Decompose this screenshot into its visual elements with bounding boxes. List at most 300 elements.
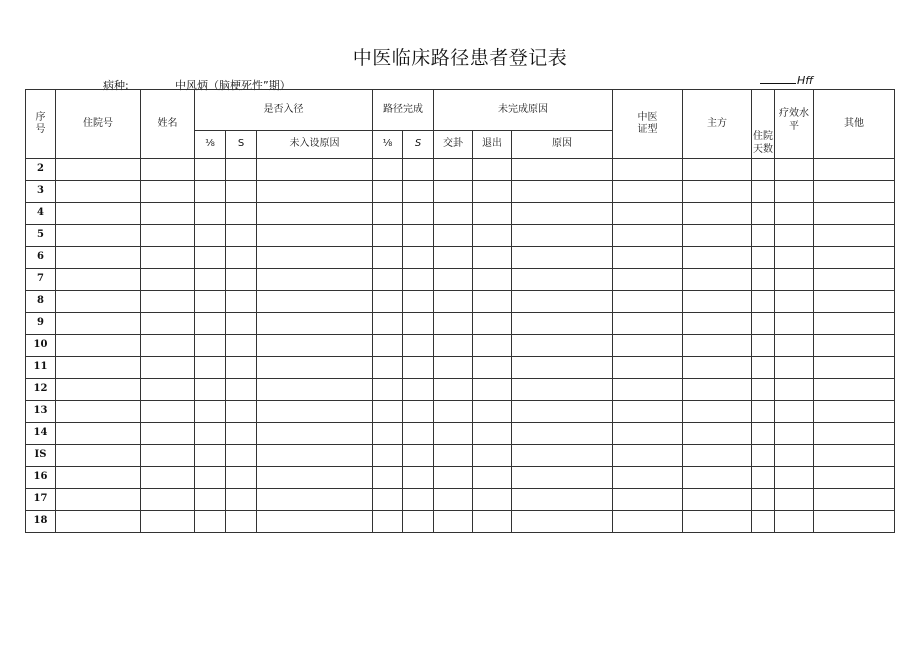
table-cell[interactable] — [226, 357, 257, 379]
table-cell[interactable] — [141, 269, 195, 291]
table-cell[interactable] — [195, 511, 226, 533]
table-row — [26, 357, 895, 379]
table-cell[interactable] — [775, 335, 814, 357]
table-cell[interactable] — [775, 489, 814, 511]
table-cell[interactable] — [226, 291, 257, 313]
table-cell[interactable] — [814, 203, 895, 225]
table-cell[interactable] — [141, 313, 195, 335]
header-admission-no: 住院号 — [56, 90, 141, 159]
table-cell[interactable] — [226, 159, 257, 181]
table-cell[interactable] — [56, 467, 141, 489]
table-cell[interactable] — [56, 445, 141, 467]
table-cell[interactable] — [775, 445, 814, 467]
row-number: 17 — [26, 489, 56, 511]
header-mutation: 交卦 — [434, 131, 473, 159]
table-cell[interactable] — [752, 247, 775, 269]
table-cell[interactable] — [195, 379, 226, 401]
table-cell[interactable] — [257, 445, 373, 467]
table-cell[interactable] — [814, 313, 895, 335]
table-cell[interactable] — [403, 269, 434, 291]
table-cell[interactable] — [403, 379, 434, 401]
table-cell[interactable] — [473, 423, 512, 445]
table-cell[interactable] — [473, 445, 512, 467]
row-number: IS — [26, 445, 56, 467]
table-cell[interactable] — [613, 203, 683, 225]
table-cell[interactable] — [814, 445, 895, 467]
table-cell[interactable] — [195, 489, 226, 511]
header-other: 其他 — [814, 90, 895, 159]
table-cell[interactable] — [683, 181, 752, 203]
table-cell[interactable] — [683, 291, 752, 313]
table-cell[interactable] — [257, 247, 373, 269]
table-cell[interactable] — [56, 511, 141, 533]
table-cell[interactable] — [473, 181, 512, 203]
table-cell[interactable] — [775, 291, 814, 313]
table-cell[interactable] — [141, 181, 195, 203]
table-cell[interactable] — [473, 313, 512, 335]
table-cell[interactable] — [752, 225, 775, 247]
table-cell[interactable] — [373, 511, 403, 533]
table-cell[interactable] — [775, 511, 814, 533]
table-cell[interactable] — [373, 225, 403, 247]
table-row — [26, 159, 895, 181]
row-number: 9 — [26, 313, 56, 335]
row-number: 12 — [26, 379, 56, 401]
table-cell[interactable] — [814, 247, 895, 269]
table-cell[interactable] — [434, 269, 473, 291]
table-cell[interactable] — [403, 335, 434, 357]
table-cell[interactable] — [473, 467, 512, 489]
table-cell[interactable] — [814, 159, 895, 181]
table-cell[interactable] — [512, 511, 613, 533]
table-cell[interactable] — [226, 313, 257, 335]
table-cell[interactable] — [512, 445, 613, 467]
table-cell[interactable] — [257, 291, 373, 313]
header-complete-yes: ⅛ — [373, 131, 403, 159]
table-cell[interactable] — [683, 159, 752, 181]
table-cell[interactable] — [613, 511, 683, 533]
table-row — [26, 291, 895, 313]
table-cell[interactable] — [434, 313, 473, 335]
table-row — [26, 181, 895, 203]
table-cell[interactable] — [814, 357, 895, 379]
table-cell[interactable] — [775, 379, 814, 401]
table-cell[interactable] — [512, 357, 613, 379]
table-cell[interactable] — [683, 379, 752, 401]
table-cell[interactable] — [752, 379, 775, 401]
table-cell[interactable] — [752, 159, 775, 181]
table-cell[interactable] — [257, 203, 373, 225]
table-cell[interactable] — [613, 423, 683, 445]
table-cell[interactable] — [373, 203, 403, 225]
table-cell[interactable] — [434, 423, 473, 445]
table-cell[interactable] — [257, 269, 373, 291]
table-cell[interactable] — [141, 357, 195, 379]
table-cell[interactable] — [613, 379, 683, 401]
table-cell[interactable] — [683, 357, 752, 379]
table-cell[interactable] — [683, 511, 752, 533]
header-main-formula: 主方 — [683, 90, 752, 159]
table-cell[interactable] — [403, 159, 434, 181]
table-cell[interactable] — [752, 445, 775, 467]
table-cell[interactable] — [752, 269, 775, 291]
table-cell[interactable] — [434, 489, 473, 511]
table-cell[interactable] — [814, 181, 895, 203]
table-cell[interactable] — [403, 203, 434, 225]
table-row — [26, 511, 895, 533]
table-cell[interactable] — [683, 423, 752, 445]
table-cell[interactable] — [613, 335, 683, 357]
table-cell[interactable] — [512, 291, 613, 313]
table-cell[interactable] — [473, 357, 512, 379]
table-cell[interactable] — [56, 357, 141, 379]
table-cell[interactable] — [403, 291, 434, 313]
table-cell[interactable] — [683, 225, 752, 247]
table-cell[interactable] — [257, 335, 373, 357]
table-cell[interactable] — [257, 225, 373, 247]
table-row — [26, 401, 895, 423]
table-cell[interactable] — [683, 247, 752, 269]
table-cell[interactable] — [403, 225, 434, 247]
table-cell[interactable] — [473, 489, 512, 511]
table-cell[interactable] — [257, 467, 373, 489]
table-cell[interactable] — [373, 335, 403, 357]
table-cell[interactable] — [403, 423, 434, 445]
header-enter-yes: ⅛ — [195, 131, 226, 159]
table-cell[interactable] — [613, 401, 683, 423]
table-cell[interactable] — [434, 291, 473, 313]
table-cell[interactable] — [512, 203, 613, 225]
table-cell[interactable] — [434, 335, 473, 357]
table-cell[interactable] — [473, 379, 512, 401]
table-cell[interactable] — [195, 291, 226, 313]
table-cell[interactable] — [512, 423, 613, 445]
registration-table — [25, 89, 895, 533]
table-cell[interactable] — [613, 291, 683, 313]
table-cell[interactable] — [775, 225, 814, 247]
table-cell[interactable] — [683, 335, 752, 357]
table-cell[interactable] — [403, 247, 434, 269]
table-cell[interactable] — [56, 423, 141, 445]
table-cell[interactable] — [226, 225, 257, 247]
table-cell[interactable] — [814, 379, 895, 401]
table-cell[interactable] — [403, 467, 434, 489]
table-cell[interactable] — [226, 379, 257, 401]
table-cell[interactable] — [613, 225, 683, 247]
table-cell[interactable] — [814, 291, 895, 313]
table-cell[interactable] — [373, 247, 403, 269]
table-cell[interactable] — [141, 401, 195, 423]
header-enter-path: 是否入径 — [195, 90, 373, 131]
table-cell[interactable] — [195, 269, 226, 291]
table-cell[interactable] — [752, 335, 775, 357]
table-cell[interactable] — [683, 269, 752, 291]
row-number: 4 — [26, 203, 56, 225]
table-cell[interactable] — [141, 291, 195, 313]
table-cell[interactable] — [373, 291, 403, 313]
table-cell[interactable] — [434, 467, 473, 489]
table-row — [26, 489, 895, 511]
table-cell[interactable] — [226, 269, 257, 291]
table-cell[interactable] — [373, 159, 403, 181]
table-cell[interactable] — [775, 467, 814, 489]
table-cell[interactable] — [226, 489, 257, 511]
table-cell[interactable] — [473, 247, 512, 269]
table-cell[interactable] — [473, 511, 512, 533]
table-cell[interactable] — [775, 357, 814, 379]
header-not-enter-reason: 未入设原因 — [257, 131, 373, 159]
table-cell[interactable] — [613, 159, 683, 181]
table-cell[interactable] — [141, 247, 195, 269]
table-cell[interactable] — [56, 159, 141, 181]
table-cell[interactable] — [195, 313, 226, 335]
table-cell[interactable] — [683, 489, 752, 511]
table-cell[interactable] — [434, 181, 473, 203]
table-cell[interactable] — [141, 511, 195, 533]
table-cell[interactable] — [373, 269, 403, 291]
table-cell[interactable] — [613, 357, 683, 379]
table-cell[interactable] — [195, 401, 226, 423]
table-cell[interactable] — [195, 423, 226, 445]
table-cell[interactable] — [141, 489, 195, 511]
table-cell[interactable] — [775, 247, 814, 269]
table-cell[interactable] — [226, 423, 257, 445]
table-cell[interactable] — [373, 313, 403, 335]
table-cell[interactable] — [814, 401, 895, 423]
corner-mark — [760, 74, 813, 87]
table-cell[interactable] — [434, 247, 473, 269]
table-cell[interactable] — [141, 379, 195, 401]
table-cell[interactable] — [473, 291, 512, 313]
table-cell[interactable] — [814, 423, 895, 445]
table-cell[interactable] — [226, 181, 257, 203]
table-cell[interactable] — [141, 335, 195, 357]
table-cell[interactable] — [775, 423, 814, 445]
table-cell[interactable] — [141, 203, 195, 225]
row-number: 18 — [26, 511, 56, 533]
table-cell[interactable] — [473, 203, 512, 225]
table-cell[interactable] — [195, 203, 226, 225]
table-cell[interactable] — [512, 379, 613, 401]
table-cell[interactable] — [226, 467, 257, 489]
table-cell[interactable] — [512, 269, 613, 291]
row-number: 7 — [26, 269, 56, 291]
table-cell[interactable] — [56, 181, 141, 203]
table-cell[interactable] — [473, 335, 512, 357]
table-cell[interactable] — [195, 357, 226, 379]
table-cell[interactable] — [373, 445, 403, 467]
table-cell[interactable] — [195, 335, 226, 357]
row-number: 2 — [26, 159, 56, 181]
header-seq: 序号 — [26, 90, 56, 159]
table-cell[interactable] — [613, 269, 683, 291]
header-incomplete-reason: 未完成原因 — [434, 90, 613, 131]
table-cell[interactable] — [512, 247, 613, 269]
table-cell[interactable] — [613, 247, 683, 269]
table-cell[interactable] — [226, 511, 257, 533]
table-cell[interactable] — [226, 335, 257, 357]
table-cell[interactable] — [141, 467, 195, 489]
table-cell[interactable] — [434, 357, 473, 379]
table-cell[interactable] — [473, 225, 512, 247]
table-cell[interactable] — [226, 445, 257, 467]
table-cell[interactable] — [752, 401, 775, 423]
table-cell[interactable] — [814, 269, 895, 291]
table-cell[interactable] — [56, 291, 141, 313]
table-cell[interactable] — [195, 159, 226, 181]
table-row — [26, 335, 895, 357]
table-cell[interactable] — [195, 247, 226, 269]
table-cell[interactable] — [56, 401, 141, 423]
table-cell[interactable] — [512, 401, 613, 423]
table-cell[interactable] — [403, 445, 434, 467]
table-cell[interactable] — [257, 401, 373, 423]
header-tcm-syndrome: 中医证型 — [613, 90, 683, 159]
table-cell[interactable] — [257, 181, 373, 203]
table-cell[interactable] — [752, 511, 775, 533]
header-name: 姓名 — [141, 90, 195, 159]
table-cell[interactable] — [56, 489, 141, 511]
table-cell[interactable] — [373, 401, 403, 423]
table-cell[interactable] — [56, 269, 141, 291]
table-cell[interactable] — [473, 401, 512, 423]
table-cell[interactable] — [56, 203, 141, 225]
table-cell[interactable] — [257, 313, 373, 335]
table-cell[interactable] — [752, 181, 775, 203]
table-cell[interactable] — [257, 423, 373, 445]
table-cell[interactable] — [473, 269, 512, 291]
table-cell[interactable] — [434, 511, 473, 533]
table-cell[interactable] — [141, 445, 195, 467]
table-cell[interactable] — [373, 357, 403, 379]
table-cell[interactable] — [373, 423, 403, 445]
table-cell[interactable] — [683, 467, 752, 489]
table-cell[interactable] — [613, 445, 683, 467]
table-cell[interactable] — [512, 159, 613, 181]
row-number: 11 — [26, 357, 56, 379]
table-cell[interactable] — [195, 181, 226, 203]
table-cell[interactable] — [683, 313, 752, 335]
table-row — [26, 269, 895, 291]
table-row — [26, 225, 895, 247]
table-cell[interactable] — [195, 445, 226, 467]
row-number: 16 — [26, 467, 56, 489]
table-row — [26, 247, 895, 269]
table-cell[interactable] — [373, 467, 403, 489]
table-cell[interactable] — [473, 159, 512, 181]
table-cell[interactable] — [512, 225, 613, 247]
table-cell[interactable] — [775, 313, 814, 335]
table-cell[interactable] — [814, 467, 895, 489]
table-cell[interactable] — [141, 159, 195, 181]
table-cell[interactable] — [403, 181, 434, 203]
table-cell[interactable] — [775, 159, 814, 181]
table-cell[interactable] — [373, 181, 403, 203]
table-cell[interactable] — [814, 335, 895, 357]
table-cell[interactable] — [752, 203, 775, 225]
table-cell[interactable] — [257, 159, 373, 181]
corner-mark-text: Hff — [797, 74, 814, 87]
table-cell[interactable] — [195, 225, 226, 247]
table-cell[interactable] — [403, 313, 434, 335]
table-cell[interactable] — [195, 467, 226, 489]
header-path-complete: 路径完成 — [373, 90, 434, 131]
table-cell[interactable] — [403, 489, 434, 511]
table-row — [26, 313, 895, 335]
table-cell[interactable] — [257, 379, 373, 401]
table-cell[interactable] — [613, 313, 683, 335]
table-cell[interactable] — [752, 467, 775, 489]
disease-value: 中风炳（脑梗死性”期） — [175, 79, 291, 92]
table-cell[interactable] — [257, 357, 373, 379]
table-cell[interactable] — [56, 247, 141, 269]
table-cell[interactable] — [434, 401, 473, 423]
table-cell[interactable] — [226, 203, 257, 225]
table-cell[interactable] — [752, 291, 775, 313]
table-cell[interactable] — [226, 401, 257, 423]
table-cell[interactable] — [434, 159, 473, 181]
table-cell[interactable] — [141, 423, 195, 445]
disease-label: 病种: — [103, 79, 129, 92]
table-cell[interactable] — [814, 511, 895, 533]
blank-line — [760, 83, 796, 84]
table-cell[interactable] — [403, 511, 434, 533]
table-cell[interactable] — [434, 379, 473, 401]
table-cell[interactable] — [403, 357, 434, 379]
table-cell[interactable] — [613, 181, 683, 203]
table-cell[interactable] — [683, 401, 752, 423]
table-cell[interactable] — [814, 489, 895, 511]
table-cell[interactable] — [775, 181, 814, 203]
table-cell[interactable] — [512, 335, 613, 357]
table-cell[interactable] — [257, 489, 373, 511]
table-cell[interactable] — [683, 203, 752, 225]
table-cell[interactable] — [512, 181, 613, 203]
table-cell[interactable] — [613, 489, 683, 511]
table-cell[interactable] — [775, 269, 814, 291]
table-cell[interactable] — [752, 357, 775, 379]
table-row — [26, 445, 895, 467]
table-cell[interactable] — [226, 247, 257, 269]
table-cell[interactable] — [752, 423, 775, 445]
table-cell[interactable] — [141, 225, 195, 247]
table-cell[interactable] — [373, 489, 403, 511]
table-cell[interactable] — [434, 225, 473, 247]
table-cell[interactable] — [257, 511, 373, 533]
header-reason: 原因 — [512, 131, 613, 159]
table-cell[interactable] — [434, 445, 473, 467]
table-cell[interactable] — [56, 313, 141, 335]
table-cell[interactable] — [613, 467, 683, 489]
header-hospital-days: 住院天数 — [752, 90, 775, 159]
table-cell[interactable] — [373, 379, 403, 401]
table-cell[interactable] — [683, 445, 752, 467]
table-cell[interactable] — [814, 225, 895, 247]
table-cell[interactable] — [56, 335, 141, 357]
table-cell[interactable] — [512, 467, 613, 489]
table-cell[interactable] — [752, 489, 775, 511]
table-cell[interactable] — [775, 203, 814, 225]
table-cell[interactable] — [752, 313, 775, 335]
table-cell[interactable] — [56, 379, 141, 401]
table-cell[interactable] — [775, 401, 814, 423]
header-withdraw: 退出 — [473, 131, 512, 159]
table-cell[interactable] — [512, 313, 613, 335]
table-cell[interactable] — [403, 401, 434, 423]
table-cell[interactable] — [434, 203, 473, 225]
table-cell[interactable] — [56, 225, 141, 247]
table-cell[interactable] — [512, 489, 613, 511]
